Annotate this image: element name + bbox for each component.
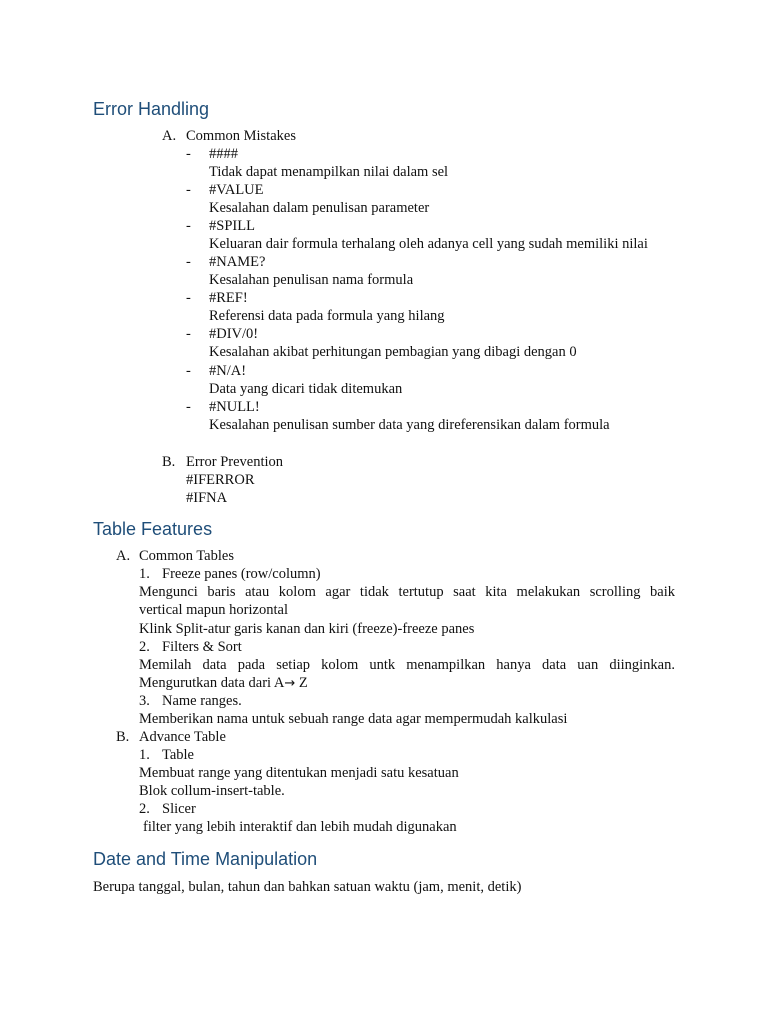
list-dash: - bbox=[186, 182, 191, 198]
list-number: 1. bbox=[139, 566, 150, 582]
paragraph-text: Memberikan nama untuk sebuah range data agar mempermudah kalkulasi bbox=[139, 711, 568, 727]
paragraph-text: Klink Split-atur garis kanan dan kiri (freeze)-freeze panes bbox=[139, 621, 475, 637]
error-description: Kesalahan dalam penulisan parameter bbox=[209, 200, 430, 216]
error-code: #SPILL bbox=[209, 218, 255, 234]
paragraph-text: Membuat range yang ditentukan menjadi satu kesatuan bbox=[139, 765, 459, 781]
subheading-advance-table: Advance Table bbox=[139, 729, 226, 745]
heading-date-time: Date and Time Manipulation bbox=[93, 849, 318, 869]
error-code: #REF! bbox=[209, 290, 248, 306]
list-dash: - bbox=[186, 363, 191, 379]
item-title-name-ranges: Name ranges. bbox=[162, 693, 242, 709]
list-marker-a: A. bbox=[116, 548, 131, 564]
error-code: #VALUE bbox=[209, 182, 264, 198]
paragraph-text: Berupa tanggal, bulan, tahun dan bahkan satuan waktu (jam, menit, detik) bbox=[93, 879, 522, 895]
heading-table-features: Table Features bbox=[93, 519, 213, 539]
sort-text-prefix: Mengurutkan data dari A bbox=[139, 675, 285, 691]
paragraph-text: Blok collum-insert-table. bbox=[139, 783, 285, 799]
list-dash: - bbox=[186, 399, 191, 415]
paragraph-justified: Mengunci baris atau kolom agar tidak tertutup saat kita melakukan scrolling baik bbox=[139, 584, 675, 600]
error-code: #N/A! bbox=[209, 363, 247, 379]
list-dash: - bbox=[186, 290, 191, 306]
error-code: #DIV/0! bbox=[209, 326, 259, 342]
list-number: 1. bbox=[139, 747, 150, 763]
list-dash: - bbox=[186, 254, 191, 270]
paragraph-justified: Memilah data pada setiap kolom untk menampilkan hanya data uan diinginkan. bbox=[139, 657, 675, 673]
prevention-function: #IFERROR bbox=[186, 472, 255, 488]
paragraph-text bbox=[139, 674, 308, 693]
paragraph-text: filter yang lebih interaktif dan lebih mudah digunakan bbox=[143, 819, 457, 835]
heading-error-handling: Error Handling bbox=[93, 99, 210, 119]
list-number: 2. bbox=[139, 801, 150, 817]
item-title-table: Table bbox=[162, 747, 194, 763]
error-description: Keluaran dair formula terhalang oleh adanya cell yang sudah memiliki nilai bbox=[209, 236, 648, 252]
sort-text-suffix: Z bbox=[295, 675, 308, 691]
subheading-common-tables: Common Tables bbox=[139, 548, 234, 564]
list-marker-a: A. bbox=[162, 128, 177, 144]
item-title-slicer: Slicer bbox=[162, 801, 196, 817]
list-number: 2. bbox=[139, 639, 150, 655]
error-code: #NULL! bbox=[209, 399, 260, 415]
list-number: 3. bbox=[139, 693, 150, 709]
prevention-function: #IFNA bbox=[186, 490, 228, 506]
error-code: #### bbox=[209, 146, 238, 162]
error-description: Data yang dicari tidak ditemukan bbox=[209, 381, 403, 397]
list-marker-b: B. bbox=[162, 454, 176, 470]
item-title-freeze-panes: Freeze panes (row/column) bbox=[162, 566, 321, 582]
error-description: Referensi data pada formula yang hilang bbox=[209, 308, 445, 324]
list-marker-b: B. bbox=[116, 729, 130, 745]
subheading-common-mistakes: Common Mistakes bbox=[186, 128, 296, 144]
list-dash: - bbox=[186, 326, 191, 342]
subheading-error-prevention: Error Prevention bbox=[186, 454, 284, 470]
error-description: Tidak dapat menampilkan nilai dalam sel bbox=[209, 164, 449, 180]
error-code: #NAME? bbox=[209, 254, 266, 270]
list-dash: - bbox=[186, 218, 191, 234]
paragraph-text: vertical mapun horizontal bbox=[139, 602, 288, 618]
error-description: Kesalahan penulisan sumber data yang direferensikan dalam formula bbox=[209, 417, 610, 433]
error-description: Kesalahan akibat perhitungan pembagian yang dibagi dengan 0 bbox=[209, 344, 577, 360]
error-description: Kesalahan penulisan nama formula bbox=[209, 272, 414, 288]
list-dash: - bbox=[186, 146, 191, 162]
arrow-right-icon: → bbox=[284, 676, 296, 691]
item-title-filters-sort: Filters & Sort bbox=[162, 639, 242, 655]
